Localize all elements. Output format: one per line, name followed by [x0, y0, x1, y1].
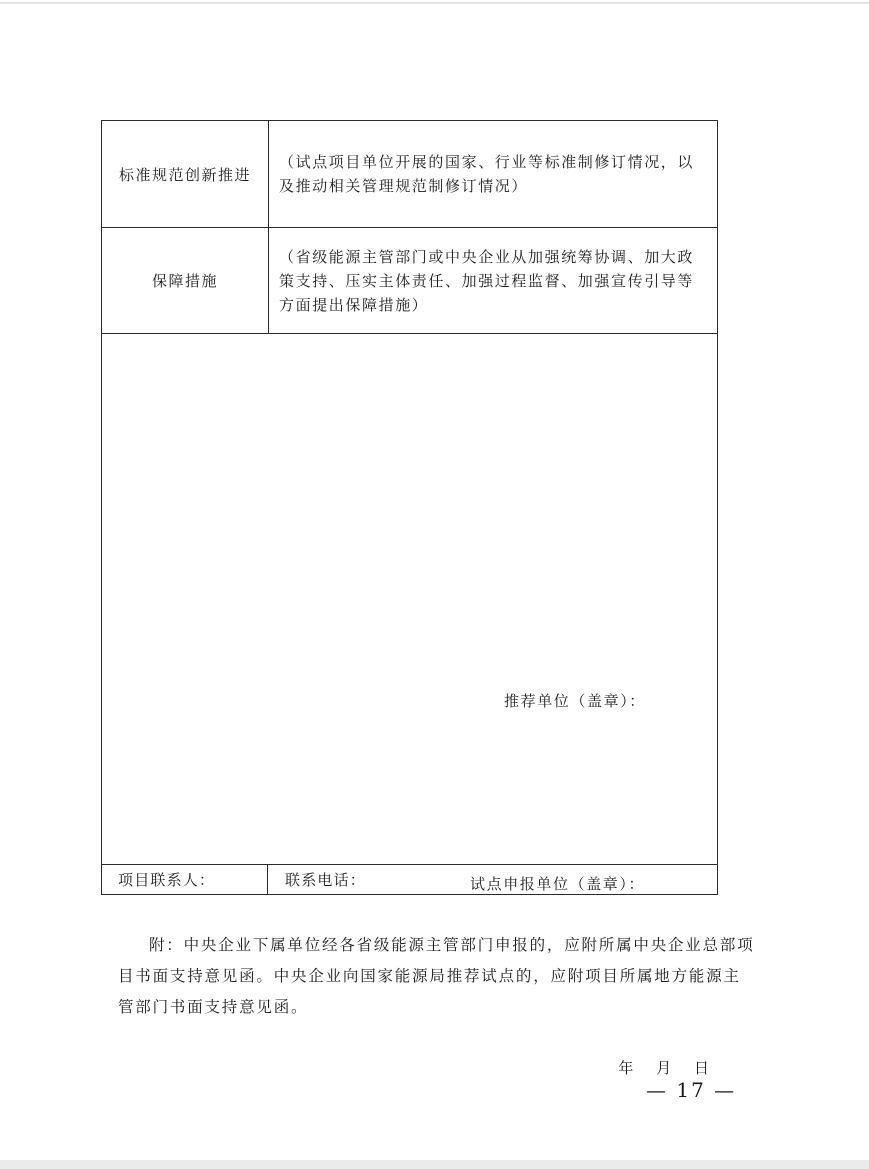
bottom-band	[0, 1160, 869, 1169]
content-safeguard-measures: （省级能源主管部门或中央企业从加强统筹协调、加大政策支持、压实主体责任、加强过程监督、加强宣传引导等方面提出保障措施）	[279, 247, 695, 314]
label-standards-innovation: 标准规范创新推进	[102, 121, 269, 227]
table-row-safeguards	[102, 228, 717, 334]
content-standards-innovation: （试点项目单位开展的国家、行业等标准制修订情况，以及推动相关管理规范制修订情况）	[279, 153, 695, 195]
contact-phone-label: 联系电话：	[285, 871, 367, 889]
label-safeguard-measures: 保障措施	[102, 228, 269, 333]
applicant-seal-label: 试点申报单位（盖章）：	[470, 875, 646, 893]
date-year-label: 年	[618, 1059, 634, 1077]
attachment-note: 附：中央企业下属单位经各省级能源主管部门申报的，应附所属中央企业总部项目书面支持意见函。中央企业向国家能源局推荐试点的，应附项目所属地方能源主管部门书面支持意见函。	[118, 936, 755, 1016]
top-border-line	[0, 2, 869, 4]
page-number: — 17 —	[646, 1078, 737, 1102]
table-row-standards	[102, 121, 717, 228]
contact-person-label: 项目联系人：	[102, 865, 268, 894]
date-line	[618, 1057, 709, 1078]
table-row-contact	[102, 865, 717, 894]
date-month-label: 月	[656, 1059, 672, 1077]
recommender-seal-label: 推荐单位（盖章）：	[504, 692, 646, 710]
date-day-label: 日	[693, 1059, 709, 1077]
